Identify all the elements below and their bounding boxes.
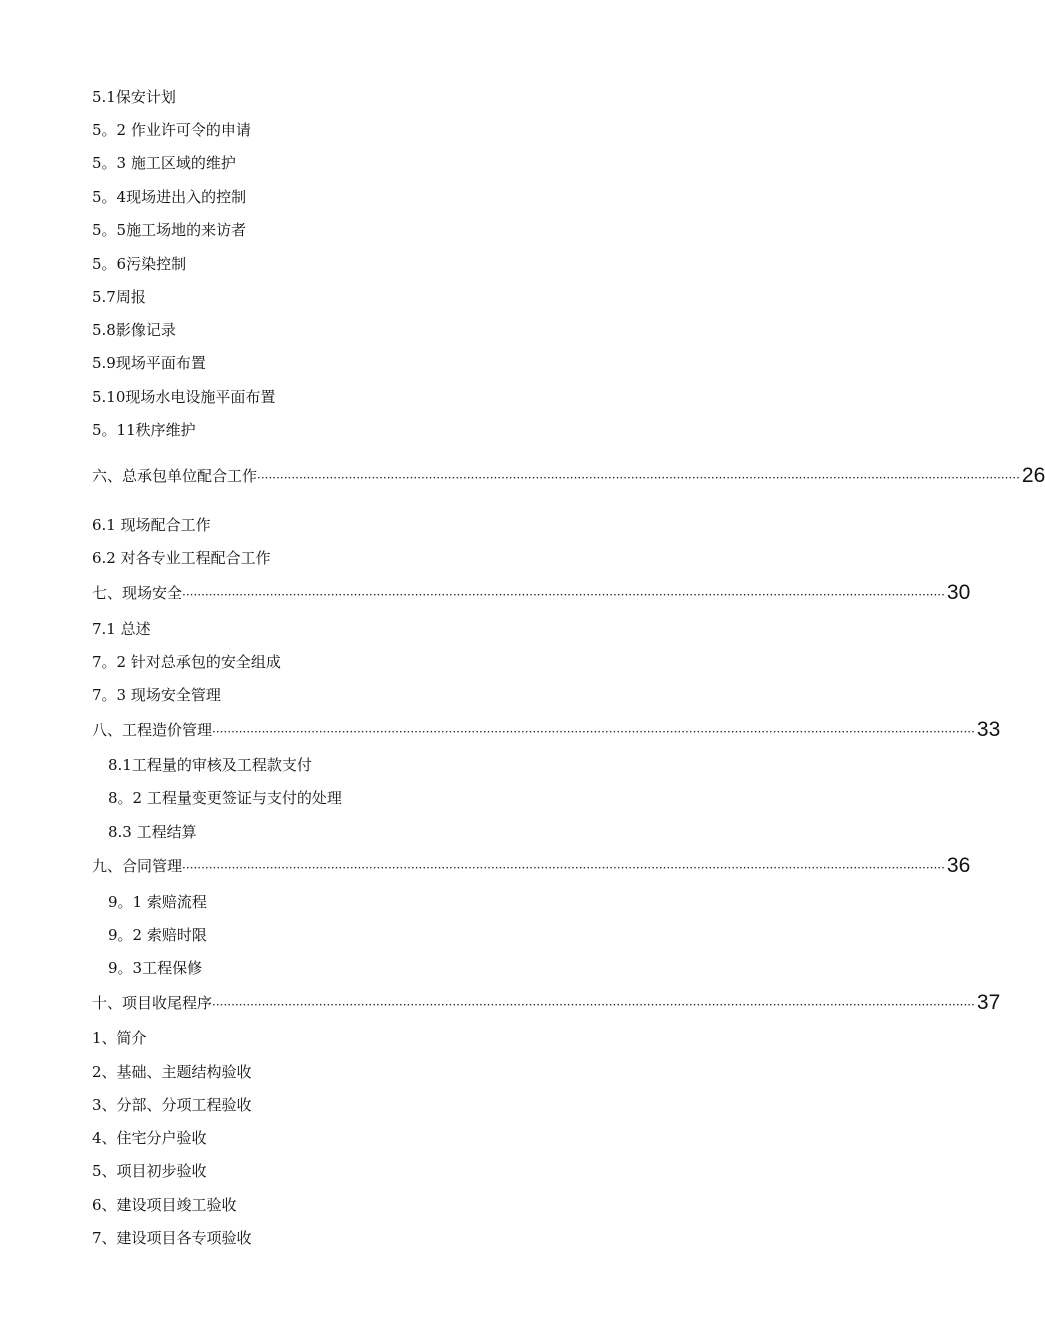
toc-entry-9-3[interactable]: 9。3工程保修 — [108, 959, 203, 977]
toc-entry-10-2[interactable]: 2、基础、主题结构验收 — [92, 1063, 252, 1081]
toc-entry-5-5[interactable]: 5。5施工场地的来访者 — [92, 221, 247, 239]
toc-entry-5-9[interactable]: 5.9现场平面布置 — [92, 354, 206, 372]
toc-entry-5-2[interactable]: 5。2 作业许可令的申请 — [92, 121, 251, 139]
toc-entry-8-2[interactable]: 8。2 工程量变更签证与支付的处理 — [108, 789, 342, 807]
toc-chapter-7[interactable] — [92, 580, 971, 606]
toc-entry-5-6[interactable]: 5。6污染控制 — [92, 255, 187, 273]
toc-entry-5-11[interactable]: 5。11秩序维护 — [92, 421, 196, 439]
toc-entry-10-3[interactable]: 3、分部、分项工程验收 — [92, 1096, 252, 1114]
toc-chapter-label: 十、项目收尾程序 — [92, 994, 213, 1012]
toc-page-number: 30 — [946, 581, 971, 604]
toc-chapter-6[interactable] — [92, 463, 1045, 489]
toc-chapter-label: 八、工程造价管理 — [92, 721, 213, 739]
toc-page-number: 36 — [946, 854, 971, 877]
toc-entry-10-7[interactable]: 7、建设项目各专项验收 — [92, 1229, 252, 1247]
toc-chapter-label: 九、合同管理 — [92, 857, 183, 875]
toc-entry-8-1[interactable]: 8.1工程量的审核及工程款支付 — [108, 756, 312, 774]
toc-entry-10-1[interactable]: 1、简介 — [92, 1029, 147, 1047]
toc-leader-dots: ········································································································································································································ — [182, 588, 945, 602]
toc-entry-5-10[interactable]: 5.10现场水电设施平面布置 — [92, 388, 276, 406]
toc-entry-7-2[interactable]: 7。2 针对总承包的安全组成 — [92, 653, 281, 671]
toc-chapter-9[interactable] — [92, 853, 971, 879]
toc-chapter-label: 七、现场安全 — [92, 584, 183, 602]
toc-entry-9-2[interactable]: 9。2 索赔时限 — [108, 926, 207, 944]
toc-entry-10-6[interactable]: 6、建设项目竣工验收 — [92, 1196, 237, 1214]
toc-entry-8-3[interactable]: 8.3 工程结算 — [108, 823, 197, 841]
toc-entry-5-1[interactable]: 5.1保安计划 — [92, 88, 176, 106]
toc-page-number: 33 — [976, 718, 1001, 741]
toc-entry-5-7[interactable]: 5.7周报 — [92, 288, 146, 306]
toc-leader-dots: ········································································································································································································ — [182, 861, 945, 875]
toc-entry-9-1[interactable]: 9。1 索赔流程 — [108, 893, 207, 911]
toc-chapter-8[interactable] — [92, 717, 1001, 743]
toc-page-number: 37 — [976, 991, 1001, 1014]
toc-entry-10-5[interactable]: 5、项目初步验收 — [92, 1162, 207, 1180]
toc-chapter-label: 六、总承包单位配合工作 — [92, 467, 258, 485]
toc-entry-7-1[interactable]: 7.1 总述 — [92, 620, 151, 638]
toc-chapter-10[interactable] — [92, 990, 1001, 1016]
toc-leader-dots: ········································································································································································································ — [212, 725, 975, 739]
toc-entry-5-3[interactable]: 5。3 施工区域的维护 — [92, 154, 236, 172]
toc-entry-6-1[interactable]: 6.1 现场配合工作 — [92, 516, 211, 534]
toc-entry-7-3[interactable]: 7。3 现场安全管理 — [92, 686, 221, 704]
toc-leader-dots: ········································································································································································································ — [212, 998, 975, 1012]
toc-entry-6-2[interactable]: 6.2 对各专业工程配合工作 — [92, 549, 271, 567]
toc-entry-5-8[interactable]: 5.8影像记录 — [92, 321, 176, 339]
toc-leader-dots: ········································································································································································································ — [257, 471, 1020, 485]
toc-entry-10-4[interactable]: 4、住宅分户验收 — [92, 1129, 207, 1147]
toc-page-number: 26 — [1021, 464, 1045, 487]
toc-entry-5-4[interactable]: 5。4现场进出入的控制 — [92, 188, 247, 206]
